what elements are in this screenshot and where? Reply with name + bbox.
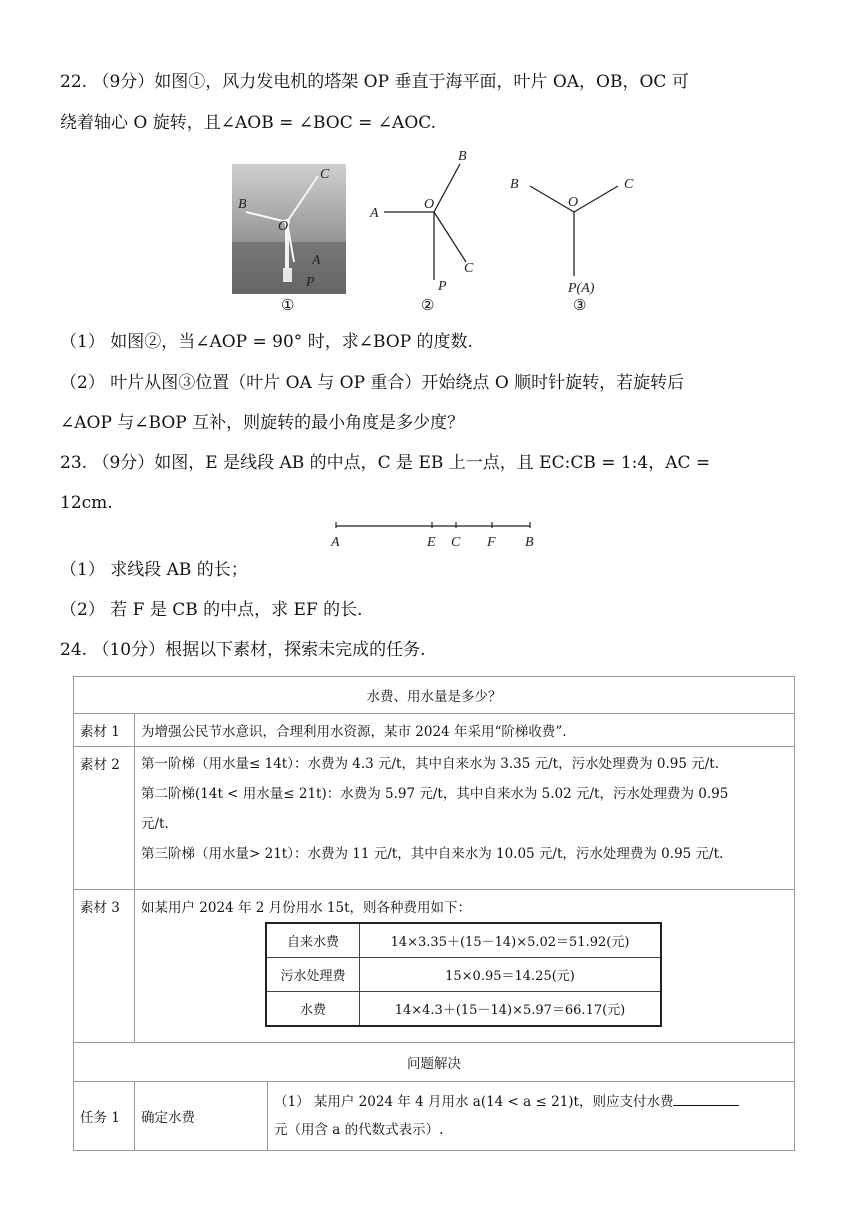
seg-label-B: B <box>525 535 534 550</box>
fig2-label-O: O <box>424 197 435 212</box>
fig2-label-B: B <box>458 149 467 164</box>
task-1-question-cont: 元（用含 a 的代数式表示）. <box>274 1122 444 1138</box>
photo-label-C: C <box>320 167 330 182</box>
figure-caption-1: ① <box>281 296 295 314</box>
materials-table <box>73 676 795 1151</box>
q24-line1: 24. （10分）根据以下素材，探索未完成的任务. <box>60 640 426 660</box>
material-3-body <box>135 890 795 1043</box>
task-1-label: 任务 1 <box>74 1082 135 1151</box>
material-2-body <box>135 747 795 890</box>
material-1-text: 为增强公民节水意识，合理利用水资源，某市 2024 年采用“阶梯收费”. <box>135 714 795 747</box>
material-1-label: 素材 1 <box>74 714 135 747</box>
seg-label-C: C <box>451 535 461 550</box>
table-title: 水费、用水量是多少？ <box>74 677 795 714</box>
q23-line2: 12cm. <box>60 493 113 513</box>
task-1-name: 确定水费 <box>135 1082 268 1151</box>
q22-part2-line1: （2） 叶片从图③位置（叶片 OA 与 OP 重合）开始绕点 O 顺时针旋转，若旋转后 <box>60 373 685 393</box>
material-3-label: 素材 3 <box>74 890 135 1043</box>
fig3-label-O: O <box>568 195 579 210</box>
material-3-text: 如某用户 2024 年 2 月份用水 15t，则各种费用如下： <box>141 900 472 916</box>
fee-name: 水费 <box>266 992 360 1027</box>
fee-calc: 14×3.35＋(15－14)×5.02＝51.92(元) <box>360 923 662 958</box>
q23-part2: （2） 若 F 是 CB 的中点，求 EF 的长. <box>60 600 363 620</box>
problem-solving-title: 问题解决 <box>74 1043 795 1082</box>
material-2-label: 素材 2 <box>74 747 135 890</box>
fee-name: 污水处理费 <box>266 958 360 992</box>
wind-turbine-photo <box>232 164 346 294</box>
segment-diagram <box>326 518 546 552</box>
tier-3-text: 第三阶梯（用水量> 21t）：水费为 11 元/t，其中自来水为 10.05 元/t，污水处理费为 0.95 元/t. <box>141 846 724 862</box>
fee-row <box>266 923 661 958</box>
fig2-label-A: A <box>370 206 379 221</box>
seg-label-F: F <box>487 535 496 550</box>
photo-label-A: A <box>312 253 321 268</box>
q22-part2-line2: ∠AOP 与∠BOP 互补，则旋转的最小角度是多少度？ <box>60 413 465 433</box>
fig3-label-B: B <box>510 177 519 192</box>
fee-name: 自来水费 <box>266 923 360 958</box>
fee-calc: 15×0.95＝14.25(元) <box>360 958 662 992</box>
seg-label-E: E <box>427 535 436 550</box>
task-1-body <box>268 1082 795 1151</box>
photo-label-P: P <box>306 275 315 290</box>
fig2-label-C: C <box>464 261 474 276</box>
figure-caption-2: ② <box>421 296 435 314</box>
fig3-label-PA: P(A) <box>568 281 595 296</box>
photo-label-O: O <box>278 219 289 234</box>
fee-row <box>266 958 661 992</box>
figure-3-diagram <box>506 166 646 296</box>
q22-line2: 绕着轴心 O 旋转，且∠AOB = ∠BOC = ∠AOC. <box>60 113 437 133</box>
fig2-label-P: P <box>438 279 447 294</box>
figure-caption-3: ③ <box>573 296 587 314</box>
q23-part1: （1） 求线段 AB 的长； <box>60 560 248 580</box>
fig3-label-C: C <box>624 177 634 192</box>
figure-2-diagram <box>362 144 492 296</box>
tier-2-text: 第二阶梯(14t < 用水量≤ 21t)：水费为 5.97 元/t，其中自来水为 5.02 元/t，污水处理费为 0.95 <box>141 786 729 802</box>
q22-part1: （1） 如图②，当∠AOP = 90° 时，求∠BOP 的度数. <box>60 332 473 352</box>
tier-2-text-cont: 元/t. <box>141 816 169 832</box>
answer-blank[interactable] <box>673 1093 739 1106</box>
task-1-question: （1） 某用户 2024 年 4 月用水 a(14 < a ≤ 21)t，则应支付水费 <box>274 1094 674 1110</box>
fee-row <box>266 992 661 1027</box>
fee-calc: 14×4.3＋(15－14)×5.97＝66.17(元) <box>360 992 662 1027</box>
fee-table <box>265 922 662 1027</box>
seg-label-A: A <box>331 535 340 550</box>
tier-1-text: 第一阶梯（用水量≤ 14t）：水费为 4.3 元/t，其中自来水为 3.35 元/t，污水处理费为 0.95 元/t. <box>141 756 720 772</box>
q23-line1: 23. （9分）如图，E 是线段 AB 的中点，C 是 EB 上一点，且 EC:CB = 1:4，AC = <box>60 453 711 473</box>
photo-label-B: B <box>238 197 247 212</box>
q22-line1: 22. （9分）如图①，风力发电机的塔架 OP 垂直于海平面，叶片 OA，OB，OC 可 <box>60 72 689 92</box>
